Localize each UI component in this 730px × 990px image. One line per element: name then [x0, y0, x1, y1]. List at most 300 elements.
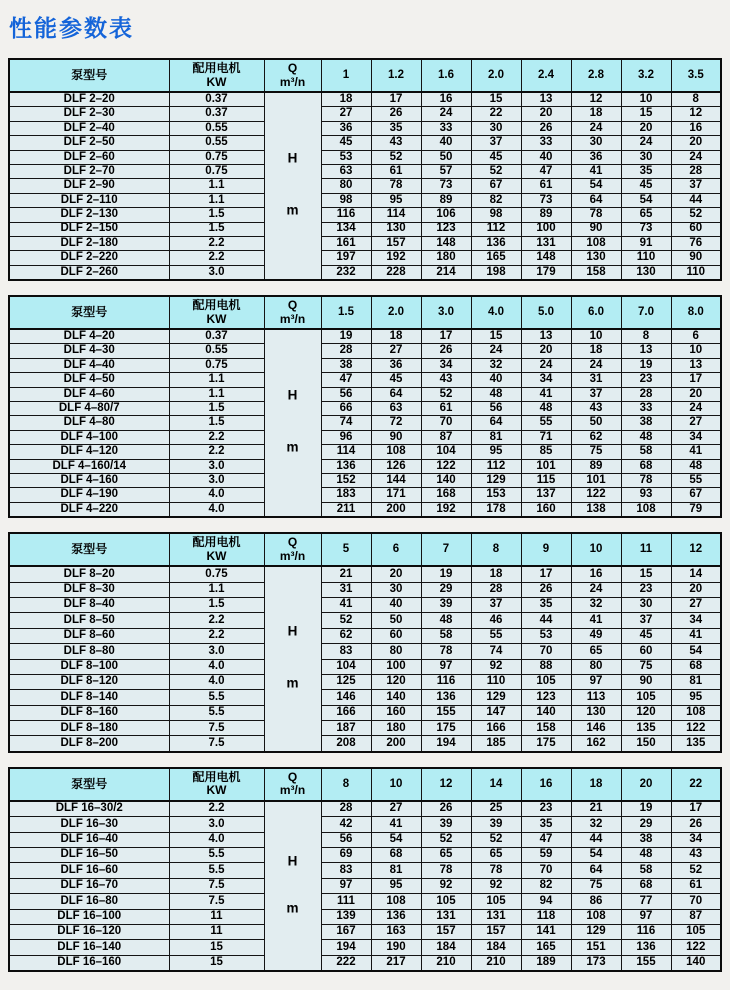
- head-value-cell: 173: [571, 955, 621, 971]
- motor-kw-cell: 4.0: [169, 488, 264, 502]
- head-value-cell: 13: [521, 92, 571, 107]
- head-value-cell: 65: [471, 848, 521, 863]
- head-value-cell: 31: [571, 373, 621, 387]
- pump-model-cell: DLF 16–60: [9, 863, 169, 878]
- table-row: [9, 924, 721, 939]
- head-value-cell: 140: [671, 955, 721, 971]
- pump-model-cell: DLF 2–50: [9, 136, 169, 150]
- head-value-cell: 73: [521, 193, 571, 207]
- head-value-cell: 47: [521, 832, 571, 847]
- head-value-cell: 36: [321, 121, 371, 135]
- head-value-cell: 105: [421, 894, 471, 909]
- motor-kw-cell: 15: [169, 940, 264, 955]
- flow-rate-header: 2.4: [521, 59, 571, 92]
- head-symbol-H: H: [287, 852, 298, 868]
- head-value-cell: 129: [471, 473, 521, 487]
- head-value-cell: 20: [521, 107, 571, 121]
- motor-kw-cell: 2.2: [169, 801, 264, 817]
- head-value-cell: 28: [321, 801, 371, 817]
- pump-model-cell: DLF 2–260: [9, 265, 169, 280]
- head-value-cell: 28: [671, 164, 721, 178]
- table-row: [9, 358, 721, 372]
- head-value-cell: 24: [671, 402, 721, 416]
- pump-model-cell: DLF 2–110: [9, 193, 169, 207]
- head-value-cell: 26: [421, 344, 471, 358]
- head-value-cell: 38: [621, 832, 671, 847]
- head-value-cell: 64: [471, 416, 521, 430]
- head-value-cell: 157: [371, 236, 421, 250]
- head-value-cell: 60: [371, 628, 421, 643]
- pump-model-cell: DLF 4–220: [9, 502, 169, 517]
- pump-model-cell: DLF 8–160: [9, 705, 169, 720]
- head-value-cell: 8: [621, 329, 671, 344]
- flow-rate-header: 3.0: [421, 296, 471, 329]
- head-value-cell: 38: [321, 358, 371, 372]
- head-value-cell: 158: [571, 265, 621, 280]
- head-value-cell: 33: [421, 121, 471, 135]
- head-value-cell: 85: [521, 445, 571, 459]
- head-value-cell: 19: [321, 329, 371, 344]
- table-row: [9, 402, 721, 416]
- head-value-cell: 110: [621, 251, 671, 265]
- flow-rate-header: 3.2: [621, 59, 671, 92]
- motor-kw-cell: 1.1: [169, 387, 264, 401]
- head-value-cell: 78: [471, 863, 521, 878]
- motor-kw-cell: 1.1: [169, 179, 264, 193]
- head-value-cell: 64: [571, 193, 621, 207]
- head-value-cell: 48: [621, 848, 671, 863]
- head-value-cell: 123: [521, 690, 571, 705]
- head-value-cell: 185: [471, 736, 521, 752]
- head-value-cell: 33: [621, 402, 671, 416]
- head-value-cell: 97: [571, 674, 621, 689]
- head-value-cell: 87: [671, 909, 721, 924]
- head-value-cell: 70: [521, 863, 571, 878]
- head-value-cell: 92: [471, 659, 521, 674]
- head-value-cell: 18: [371, 329, 421, 344]
- pump-model-cell: DLF 8–60: [9, 628, 169, 643]
- head-value-cell: 61: [371, 164, 421, 178]
- head-value-cell: 56: [471, 402, 521, 416]
- head-value-cell: 15: [471, 92, 521, 107]
- head-unit-cell: [264, 801, 321, 971]
- pump-model-cell: DLF 4–80: [9, 416, 169, 430]
- head-value-cell: 150: [621, 736, 671, 752]
- head-value-cell: 68: [621, 878, 671, 893]
- head-value-cell: 89: [421, 193, 471, 207]
- flow-rate-header: 12: [671, 533, 721, 566]
- flow-rate-header: 12: [421, 768, 471, 801]
- pump-model-cell: DLF 2–40: [9, 121, 169, 135]
- head-value-cell: 96: [321, 430, 371, 444]
- head-value-cell: 75: [621, 659, 671, 674]
- head-value-cell: 130: [571, 251, 621, 265]
- pump-model-cell: DLF 2–220: [9, 251, 169, 265]
- motor-kw-cell: 3.0: [169, 817, 264, 832]
- head-value-cell: 108: [371, 894, 421, 909]
- table-row: [9, 832, 721, 847]
- head-value-cell: 24: [471, 344, 521, 358]
- head-value-cell: 61: [671, 878, 721, 893]
- head-value-cell: 40: [371, 597, 421, 612]
- head-value-cell: 192: [421, 502, 471, 517]
- head-value-cell: 41: [571, 164, 621, 178]
- head-value-cell: 136: [421, 690, 471, 705]
- head-value-cell: 130: [371, 222, 421, 236]
- head-value-cell: 24: [671, 150, 721, 164]
- head-value-cell: 39: [421, 597, 471, 612]
- pump-model-cell: DLF 2–130: [9, 208, 169, 222]
- head-value-cell: 59: [521, 848, 571, 863]
- head-value-cell: 82: [471, 193, 521, 207]
- head-value-cell: 98: [471, 208, 521, 222]
- table-row: [9, 416, 721, 430]
- head-value-cell: 14: [671, 566, 721, 582]
- table-row: [9, 801, 721, 817]
- head-value-cell: 104: [321, 659, 371, 674]
- pump-model-cell: DLF 2–180: [9, 236, 169, 250]
- head-value-cell: 136: [471, 236, 521, 250]
- head-value-cell: 140: [421, 473, 471, 487]
- head-value-cell: 18: [321, 92, 371, 107]
- head-value-cell: 144: [371, 473, 421, 487]
- head-value-cell: 43: [421, 373, 471, 387]
- table-row: [9, 193, 721, 207]
- head-value-cell: 135: [621, 721, 671, 736]
- pump-model-cell: DLF 4–60: [9, 387, 169, 401]
- head-value-cell: 57: [421, 164, 471, 178]
- head-value-cell: 60: [621, 644, 671, 659]
- head-value-cell: 47: [321, 373, 371, 387]
- head-value-cell: 54: [621, 193, 671, 207]
- table-row: [9, 502, 721, 517]
- pump-model-cell: DLF 4–40: [9, 358, 169, 372]
- head-value-cell: 44: [521, 613, 571, 628]
- head-value-cell: 61: [521, 179, 571, 193]
- flow-rate-header: 7.0: [621, 296, 671, 329]
- head-value-cell: 140: [521, 705, 571, 720]
- head-value-cell: 82: [521, 878, 571, 893]
- head-value-cell: 78: [421, 863, 471, 878]
- head-value-cell: 18: [571, 107, 621, 121]
- head-value-cell: 115: [521, 473, 571, 487]
- table-row: [9, 613, 721, 628]
- table-row: [9, 674, 721, 689]
- head-value-cell: 27: [371, 801, 421, 817]
- head-value-cell: 136: [321, 459, 371, 473]
- head-value-cell: 108: [371, 445, 421, 459]
- pump-model-cell: DLF 16–30/2: [9, 801, 169, 817]
- table-row: [9, 940, 721, 955]
- flow-rate-header: 9: [521, 533, 571, 566]
- head-value-cell: 50: [371, 613, 421, 628]
- head-value-cell: 98: [321, 193, 371, 207]
- head-value-cell: 184: [421, 940, 471, 955]
- head-value-cell: 45: [621, 628, 671, 643]
- head-value-cell: 52: [371, 150, 421, 164]
- head-value-cell: 26: [421, 801, 471, 817]
- table-row: [9, 329, 721, 344]
- flow-rate-header: 3.5: [671, 59, 721, 92]
- head-value-cell: 70: [421, 416, 471, 430]
- motor-kw-cell: 1.5: [169, 416, 264, 430]
- flow-rate-header: 5: [321, 533, 371, 566]
- flow-rate-header: 18: [571, 768, 621, 801]
- head-value-cell: 105: [521, 674, 571, 689]
- head-value-cell: 41: [671, 628, 721, 643]
- head-value-cell: 53: [521, 628, 571, 643]
- head-value-cell: 200: [371, 502, 421, 517]
- motor-kw-cell: 2.2: [169, 628, 264, 643]
- head-value-cell: 19: [421, 566, 471, 582]
- head-value-cell: 48: [621, 430, 671, 444]
- head-value-cell: 163: [371, 924, 421, 939]
- unit-meter-m: m: [286, 900, 299, 916]
- table-row: [9, 208, 721, 222]
- head-value-cell: 90: [621, 674, 671, 689]
- head-value-cell: 43: [371, 136, 421, 150]
- head-value-cell: 113: [571, 690, 621, 705]
- flow-rate-header: 8: [321, 768, 371, 801]
- table-row: [9, 909, 721, 924]
- flow-rate-header: 11: [621, 533, 671, 566]
- head-value-cell: 40: [521, 150, 571, 164]
- head-value-cell: 42: [321, 817, 371, 832]
- motor-kw-cell: 11: [169, 909, 264, 924]
- column-header-motor-kw: 配用电机 KW: [169, 768, 264, 801]
- flow-rate-header: 7: [421, 533, 471, 566]
- head-value-cell: 34: [671, 430, 721, 444]
- head-value-cell: 78: [571, 208, 621, 222]
- motor-kw-cell: 7.5: [169, 878, 264, 893]
- head-value-cell: 129: [471, 690, 521, 705]
- flow-rate-header: 2.8: [571, 59, 621, 92]
- head-value-cell: 148: [521, 251, 571, 265]
- head-value-cell: 187: [321, 721, 371, 736]
- motor-kw-cell: 0.37: [169, 329, 264, 344]
- head-value-cell: 16: [571, 566, 621, 582]
- head-value-cell: 81: [671, 674, 721, 689]
- head-value-cell: 39: [421, 817, 471, 832]
- motor-kw-cell: 5.5: [169, 848, 264, 863]
- head-value-cell: 45: [371, 373, 421, 387]
- head-value-cell: 44: [671, 193, 721, 207]
- head-value-cell: 16: [671, 121, 721, 135]
- head-value-cell: 17: [671, 801, 721, 817]
- head-value-cell: 13: [621, 344, 671, 358]
- head-value-cell: 41: [671, 445, 721, 459]
- header-row: [9, 59, 721, 92]
- head-value-cell: 78: [371, 179, 421, 193]
- head-value-cell: 91: [621, 236, 671, 250]
- pump-model-cell: DLF 8–20: [9, 566, 169, 582]
- head-value-cell: 35: [521, 597, 571, 612]
- motor-kw-cell: 0.75: [169, 150, 264, 164]
- pump-model-cell: DLF 16–70: [9, 878, 169, 893]
- head-value-cell: 105: [671, 924, 721, 939]
- head-value-cell: 100: [521, 222, 571, 236]
- table-row: [9, 566, 721, 582]
- head-value-cell: 79: [671, 502, 721, 517]
- head-value-cell: 76: [671, 236, 721, 250]
- motor-kw-cell: 2.2: [169, 445, 264, 459]
- unit-meter-m: m: [286, 439, 299, 455]
- head-value-cell: 155: [621, 955, 671, 971]
- head-value-cell: 108: [621, 502, 671, 517]
- head-value-cell: 179: [521, 265, 571, 280]
- head-value-cell: 21: [321, 566, 371, 582]
- motor-kw-cell: 11: [169, 924, 264, 939]
- motor-kw-cell: 0.37: [169, 92, 264, 107]
- head-value-cell: 64: [571, 863, 621, 878]
- head-value-cell: 126: [371, 459, 421, 473]
- head-value-cell: 131: [421, 909, 471, 924]
- head-value-cell: 19: [621, 801, 671, 817]
- table-row: [9, 894, 721, 909]
- pump-model-cell: DLF 8–30: [9, 582, 169, 597]
- table-row: [9, 107, 721, 121]
- flow-rate-header: 22: [671, 768, 721, 801]
- column-header-pump-model: 泵型号: [9, 59, 169, 92]
- head-value-cell: 26: [671, 817, 721, 832]
- motor-kw-cell: 1.5: [169, 222, 264, 236]
- head-value-cell: 27: [371, 344, 421, 358]
- head-value-cell: 192: [371, 251, 421, 265]
- head-value-cell: 26: [521, 121, 571, 135]
- head-value-cell: 78: [421, 644, 471, 659]
- motor-kw-cell: 3.0: [169, 459, 264, 473]
- pump-model-cell: DLF 16–140: [9, 940, 169, 955]
- head-value-cell: 81: [471, 430, 521, 444]
- head-value-cell: 75: [571, 878, 621, 893]
- head-value-cell: 15: [471, 329, 521, 344]
- head-value-cell: 74: [321, 416, 371, 430]
- motor-kw-cell: 4.0: [169, 659, 264, 674]
- head-value-cell: 180: [371, 721, 421, 736]
- head-value-cell: 26: [371, 107, 421, 121]
- head-value-cell: 41: [321, 597, 371, 612]
- head-value-cell: 56: [321, 832, 371, 847]
- head-symbol-H: H: [287, 150, 298, 166]
- flow-rate-header: 2.0: [371, 296, 421, 329]
- head-value-cell: 50: [421, 150, 471, 164]
- head-value-cell: 17: [521, 566, 571, 582]
- head-value-cell: 122: [421, 459, 471, 473]
- table-row: [9, 848, 721, 863]
- head-value-cell: 24: [421, 107, 471, 121]
- head-value-cell: 108: [671, 705, 721, 720]
- head-value-cell: 41: [371, 817, 421, 832]
- head-value-cell: 23: [621, 582, 671, 597]
- head-value-cell: 50: [571, 416, 621, 430]
- pump-model-cell: DLF 16–40: [9, 832, 169, 847]
- head-value-cell: 34: [671, 832, 721, 847]
- flow-rate-header: 1.5: [321, 296, 371, 329]
- head-value-cell: 20: [671, 582, 721, 597]
- motor-kw-cell: 4.0: [169, 674, 264, 689]
- head-value-cell: 30: [571, 136, 621, 150]
- head-value-cell: 97: [621, 909, 671, 924]
- table-row: [9, 597, 721, 612]
- head-value-cell: 18: [471, 566, 521, 582]
- head-value-cell: 214: [421, 265, 471, 280]
- head-value-cell: 52: [471, 832, 521, 847]
- head-value-cell: 71: [521, 430, 571, 444]
- head-symbol-H: H: [287, 623, 298, 639]
- head-value-cell: 228: [371, 265, 421, 280]
- head-value-cell: 168: [421, 488, 471, 502]
- pump-model-cell: DLF 4–30: [9, 344, 169, 358]
- head-value-cell: 27: [671, 597, 721, 612]
- head-value-cell: 80: [371, 644, 421, 659]
- head-value-cell: 137: [521, 488, 571, 502]
- pump-model-cell: DLF 2–30: [9, 107, 169, 121]
- head-value-cell: 65: [421, 848, 471, 863]
- head-value-cell: 54: [371, 832, 421, 847]
- table-row: [9, 878, 721, 893]
- head-symbol-H: H: [287, 387, 298, 403]
- pump-model-cell: DLF 16–160: [9, 955, 169, 971]
- pump-model-cell: DLF 8–40: [9, 597, 169, 612]
- motor-kw-cell: 1.1: [169, 582, 264, 597]
- head-value-cell: 64: [371, 387, 421, 401]
- motor-kw-cell: 7.5: [169, 721, 264, 736]
- head-value-cell: 55: [521, 416, 571, 430]
- motor-kw-cell: 1.5: [169, 402, 264, 416]
- head-value-cell: 55: [471, 628, 521, 643]
- head-value-cell: 15: [621, 107, 671, 121]
- motor-kw-cell: 2.2: [169, 236, 264, 250]
- motor-kw-cell: 1.5: [169, 208, 264, 222]
- motor-kw-cell: 2.2: [169, 613, 264, 628]
- head-value-cell: 110: [671, 265, 721, 280]
- head-value-cell: 34: [521, 373, 571, 387]
- head-value-cell: 105: [621, 690, 671, 705]
- head-value-cell: 171: [371, 488, 421, 502]
- head-value-cell: 160: [371, 705, 421, 720]
- table-row: [9, 430, 721, 444]
- head-unit-cell: [264, 329, 321, 517]
- head-value-cell: 65: [621, 208, 671, 222]
- head-value-cell: 153: [471, 488, 521, 502]
- head-value-cell: 34: [671, 613, 721, 628]
- head-value-cell: 22: [471, 107, 521, 121]
- head-value-cell: 41: [521, 387, 571, 401]
- head-value-cell: 52: [671, 863, 721, 878]
- head-value-cell: 130: [621, 265, 671, 280]
- head-value-cell: 32: [471, 358, 521, 372]
- head-value-cell: 89: [521, 208, 571, 222]
- head-value-cell: 108: [571, 236, 621, 250]
- pump-model-cell: DLF 16–80: [9, 894, 169, 909]
- table-row: [9, 179, 721, 193]
- table-row: [9, 817, 721, 832]
- head-value-cell: 52: [421, 832, 471, 847]
- head-value-cell: 54: [671, 644, 721, 659]
- table-row: [9, 251, 721, 265]
- head-value-cell: 61: [421, 402, 471, 416]
- table-row: [9, 344, 721, 358]
- head-value-cell: 16: [421, 92, 471, 107]
- header-row: [9, 533, 721, 566]
- column-header-pump-model: 泵型号: [9, 533, 169, 566]
- head-value-cell: 131: [521, 236, 571, 250]
- motor-kw-cell: 7.5: [169, 894, 264, 909]
- head-value-cell: 45: [471, 150, 521, 164]
- motor-kw-cell: 0.55: [169, 121, 264, 135]
- head-value-cell: 95: [671, 690, 721, 705]
- pump-model-cell: DLF 4–50: [9, 373, 169, 387]
